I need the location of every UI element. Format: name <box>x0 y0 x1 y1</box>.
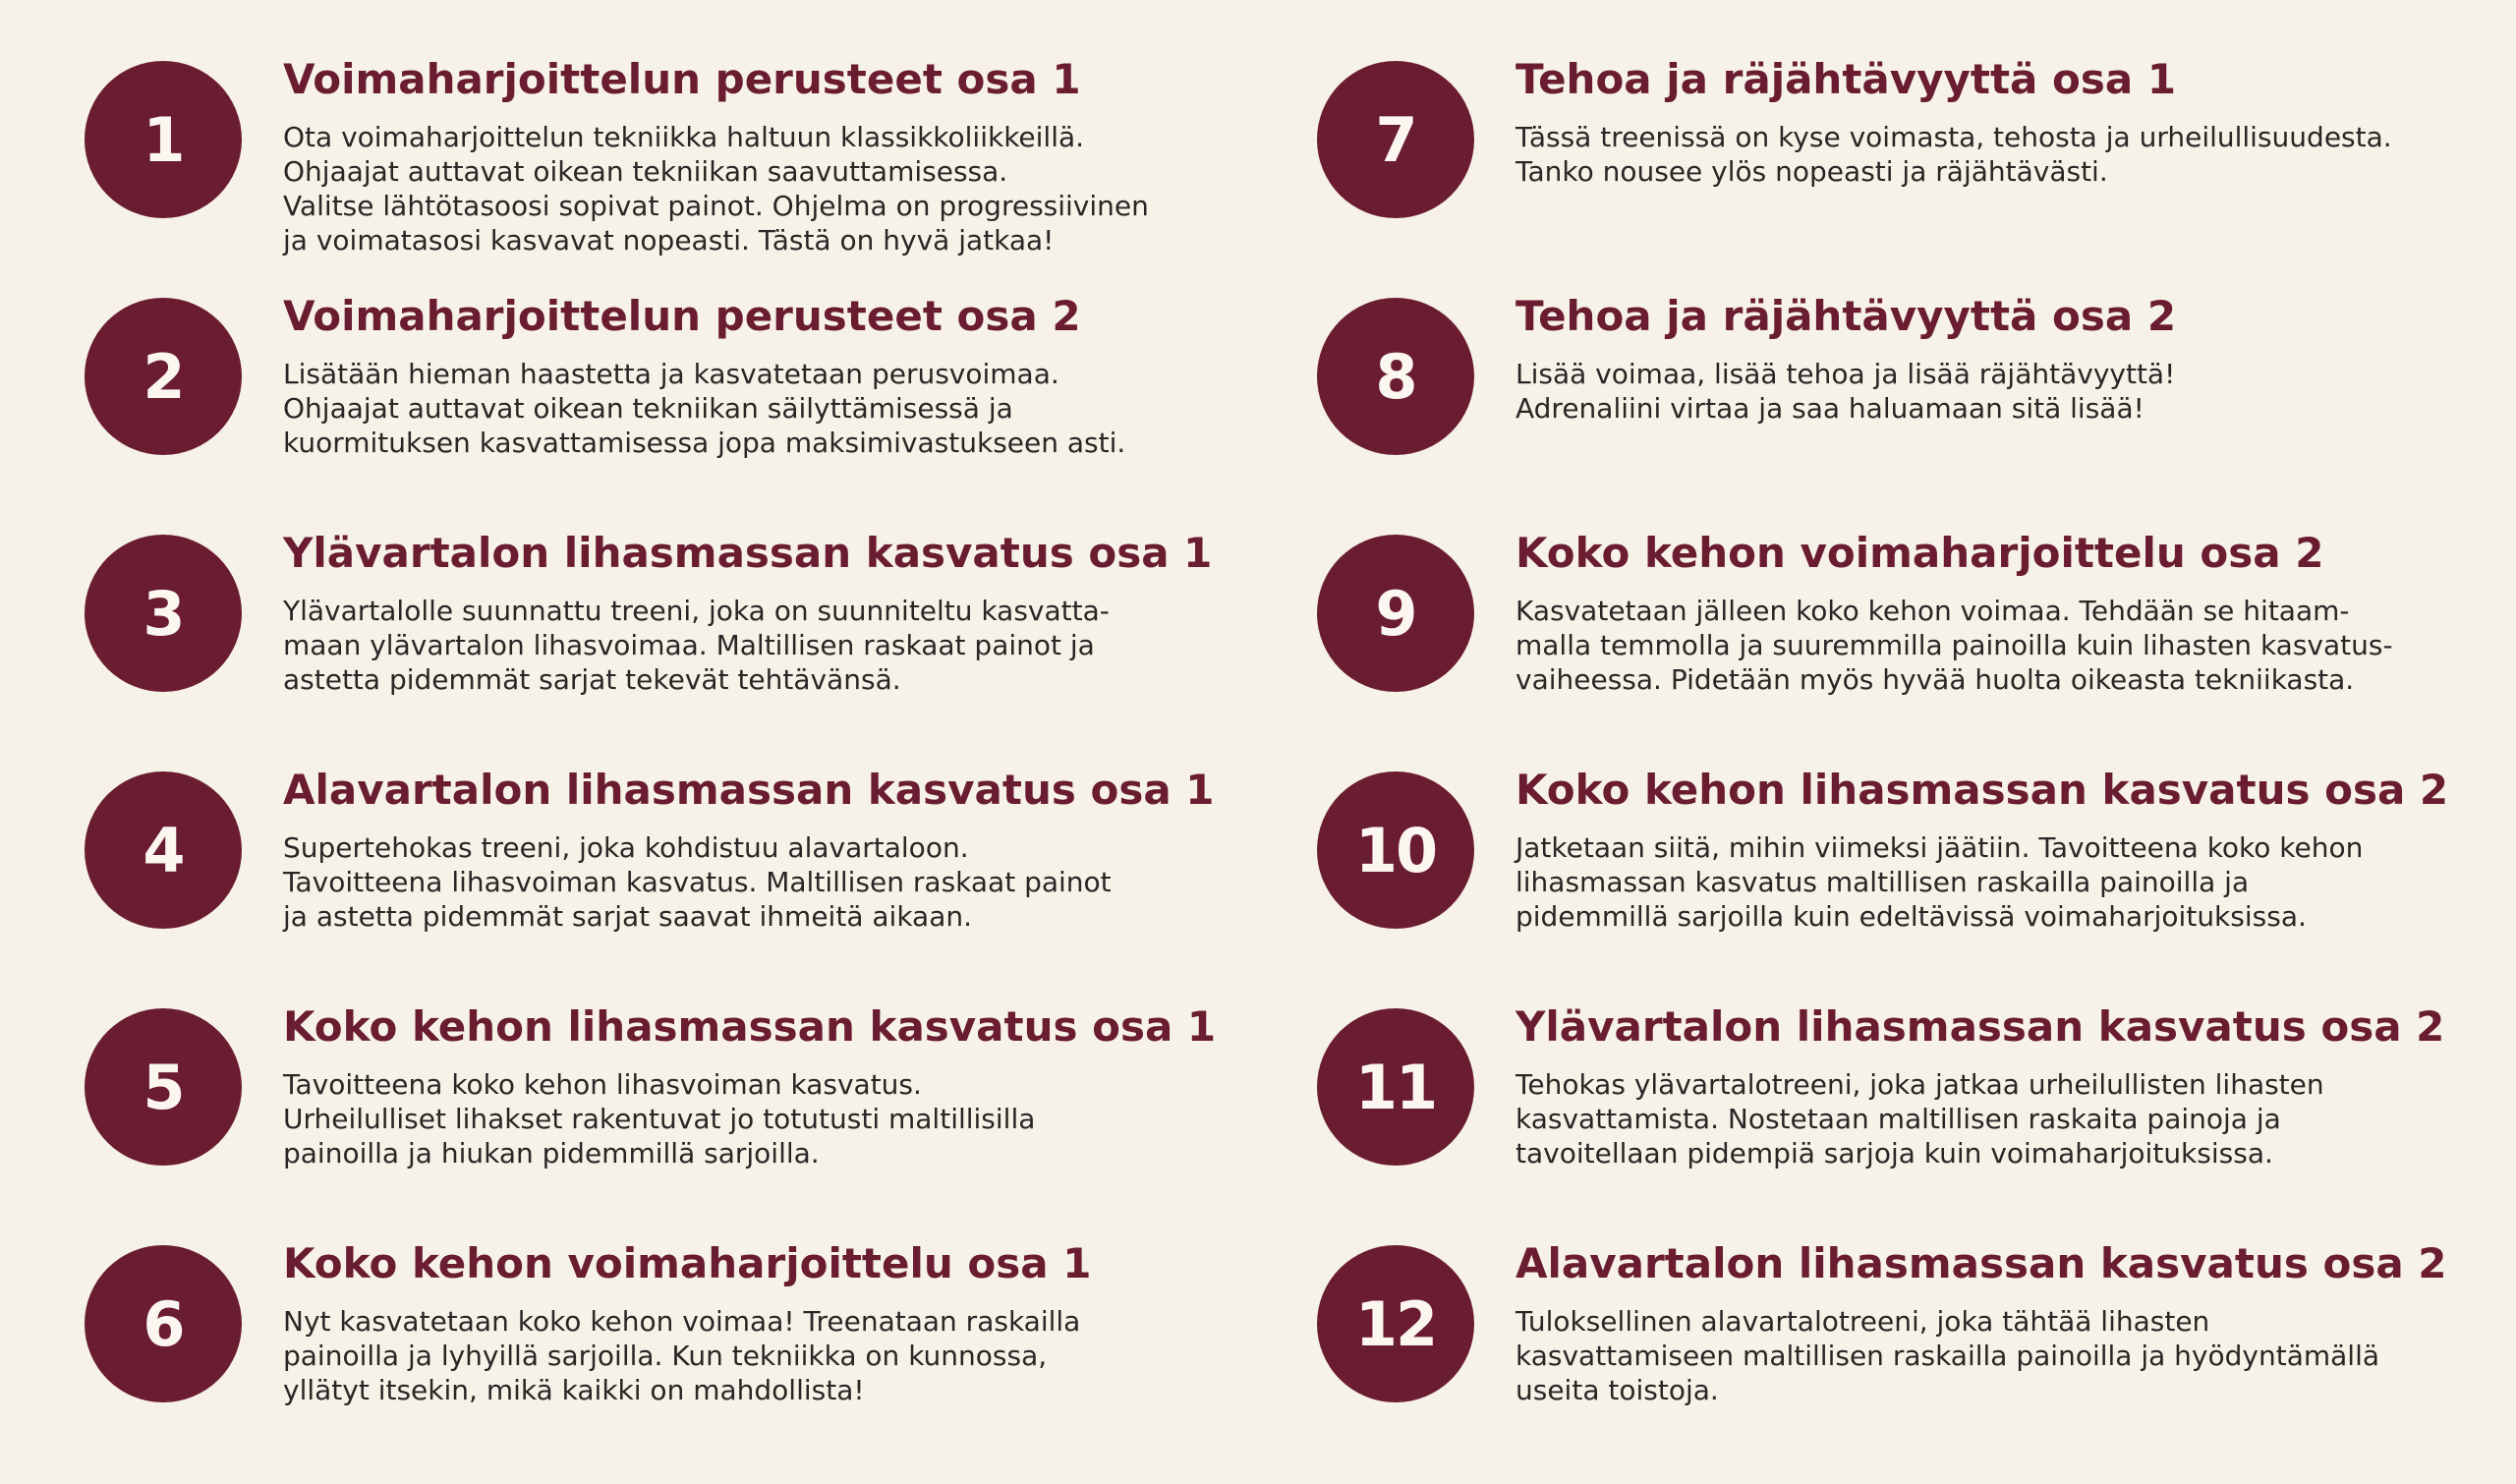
program-content <box>1515 527 2496 697</box>
number-badge: 1 <box>85 61 242 218</box>
program-title: Voimaharjoittelun perusteet osa 2 <box>283 292 1081 340</box>
program-item-1 <box>85 55 1225 298</box>
program-item-6 <box>85 1239 1225 1482</box>
program-title: Ylävartalon lihasmassan kasvatus osa 2 <box>1515 1002 2445 1051</box>
program-content <box>1515 290 2496 426</box>
number-badge: 6 <box>85 1245 242 1402</box>
number-badge: 2 <box>85 298 242 455</box>
program-title: Koko kehon voimaharjoittelu osa 1 <box>283 1239 1092 1287</box>
description-line: ja voimatasosi kasvavat nopeasti. Tästä on hyvä jatkaa! <box>283 224 1055 257</box>
description-line: Lisää voimaa, lisää tehoa ja lisää räjähtävyyttä! <box>1515 358 2176 390</box>
description-line: Tässä treenissä on kyse voimasta, tehosta ja urheilullisuudesta. <box>1515 121 2392 153</box>
description-line: astetta pidemmät sarjat tekevät tehtävänsä. <box>283 663 901 696</box>
program-description <box>283 594 1225 697</box>
program-item-5 <box>85 1002 1225 1245</box>
program-item-12 <box>1317 1239 2496 1482</box>
number-badge: 3 <box>85 535 242 692</box>
program-title: Ylävartalon lihasmassan kasvatus osa 1 <box>283 529 1213 577</box>
description-line: Valitse lähtötasoosi sopivat painot. Ohjelma on progressiivinen <box>283 190 1149 222</box>
left-column <box>85 55 1225 1482</box>
description-line: Tavoitteena koko kehon lihasvoiman kasvatus. <box>283 1068 922 1101</box>
program-description <box>1515 830 2496 934</box>
program-content <box>283 53 1225 257</box>
number-badge: 5 <box>85 1008 242 1166</box>
program-content <box>1515 764 2496 934</box>
description-line: Kasvatetaan jälleen koko kehon voimaa. Tehdään se hitaam- <box>1515 595 2350 627</box>
number-badge: 7 <box>1317 61 1474 218</box>
program-description <box>283 1304 1225 1407</box>
description-line: lihasmassan kasvatus maltillisen raskailla painoilla ja <box>1515 866 2250 898</box>
program-description <box>283 120 1225 257</box>
description-line: Tavoitteena lihasvoiman kasvatus. Maltillisen raskaat painot <box>283 866 1112 898</box>
description-line: painoilla ja hiukan pidemmillä sarjoilla. <box>283 1137 820 1170</box>
program-title: Koko kehon lihasmassan kasvatus osa 1 <box>283 1002 1217 1051</box>
description-line: pidemmillä sarjoilla kuin edeltävissä voimaharjoituksissa. <box>1515 900 2307 933</box>
description-line: kasvattamista. Nostetaan maltillisen raskaita painoja ja <box>1515 1103 2281 1135</box>
description-line: Urheilulliset lihakset rakentuvat jo totutusti maltillisilla <box>283 1103 1036 1135</box>
program-content <box>283 1237 1225 1407</box>
number-badge: 10 <box>1317 771 1474 929</box>
program-item-9 <box>1317 529 2496 771</box>
program-description <box>1515 120 2496 189</box>
program-content <box>1515 1000 2496 1170</box>
program-content <box>1515 53 2496 189</box>
number-badge: 4 <box>85 771 242 929</box>
program-description <box>1515 1067 2496 1170</box>
description-line: yllätyt itsekin, mikä kaikki on mahdollista! <box>283 1374 865 1406</box>
program-title: Tehoa ja räjähtävyyttä osa 2 <box>1515 292 2177 340</box>
program-item-8 <box>1317 292 2496 535</box>
program-content <box>283 1000 1225 1170</box>
description-line: tavoitellaan pidempiä sarjoja kuin voimaharjoituksissa. <box>1515 1137 2273 1170</box>
description-line: Nyt kasvatetaan koko kehon voimaa! Treenataan raskailla <box>283 1305 1081 1338</box>
right-column <box>1317 55 2496 1482</box>
description-line: vaiheessa. Pidetään myös hyvää huolta oikeasta tekniikasta. <box>1515 663 2355 696</box>
number-badge: 12 <box>1317 1245 1474 1402</box>
description-line: Tuloksellinen alavartalotreeni, joka tähtää lihasten <box>1515 1305 2210 1338</box>
program-title: Voimaharjoittelun perusteet osa 1 <box>283 55 1081 103</box>
description-line: malla temmolla ja suuremmilla painoilla kuin lihasten kasvatus- <box>1515 629 2393 661</box>
description-line: painoilla ja lyhyillä sarjoilla. Kun tekniikka on kunnossa, <box>283 1340 1048 1372</box>
program-title: Alavartalon lihasmassan kasvatus osa 1 <box>283 766 1215 814</box>
program-item-4 <box>85 766 1225 1008</box>
program-content <box>283 527 1225 697</box>
program-item-10 <box>1317 766 2496 1008</box>
description-line: useita toistoja. <box>1515 1374 1719 1406</box>
program-description <box>283 830 1225 934</box>
program-title: Tehoa ja räjähtävyyttä osa 1 <box>1515 55 2177 103</box>
program-description <box>1515 594 2496 697</box>
program-description <box>1515 357 2496 426</box>
program-title: Koko kehon voimaharjoittelu osa 2 <box>1515 529 2324 577</box>
program-description <box>283 357 1225 460</box>
program-item-3 <box>85 529 1225 771</box>
program-item-2 <box>85 292 1225 535</box>
program-description <box>1515 1304 2496 1407</box>
description-line: Adrenaliini virtaa ja saa haluamaan sitä lisää! <box>1515 392 2144 425</box>
description-line: Ohjaajat auttavat oikean tekniikan saavuttamisessa. <box>283 155 1008 188</box>
program-description <box>283 1067 1225 1170</box>
number-badge: 9 <box>1317 535 1474 692</box>
description-line: maan ylävartalon lihasvoimaa. Maltillisen raskaat painot ja <box>283 629 1095 661</box>
program-content <box>283 290 1225 460</box>
description-line: Ylävartalolle suunnattu treeni, joka on suunniteltu kasvatta- <box>283 595 1110 627</box>
program-item-7 <box>1317 55 2496 298</box>
number-badge: 11 <box>1317 1008 1474 1166</box>
description-line: Tanko nousee ylös nopeasti ja räjähtävästi. <box>1515 155 2108 188</box>
program-title: Alavartalon lihasmassan kasvatus osa 2 <box>1515 1239 2447 1287</box>
program-title: Koko kehon lihasmassan kasvatus osa 2 <box>1515 766 2449 814</box>
program-content <box>283 764 1225 934</box>
program-item-11 <box>1317 1002 2496 1245</box>
description-line: kuormituksen kasvattamisessa jopa maksimivastukseen asti. <box>283 427 1126 459</box>
description-line: Lisätään hieman haastetta ja kasvatetaan perusvoimaa. <box>283 358 1059 390</box>
description-line: Tehokas ylävartalotreeni, joka jatkaa urheilullisten lihasten <box>1515 1068 2324 1101</box>
description-line: Jatketaan siitä, mihin viimeksi jäätiin. Tavoitteena koko kehon <box>1515 831 2364 864</box>
description-line: Ohjaajat auttavat oikean tekniikan säilyttämisessä ja <box>283 392 1013 425</box>
program-content <box>1515 1237 2496 1407</box>
description-line: Ota voimaharjoittelun tekniikka haltuun klassikkoliikkeillä. <box>283 121 1085 153</box>
number-badge: 8 <box>1317 298 1474 455</box>
description-line: Supertehokas treeni, joka kohdistuu alavartaloon. <box>283 831 969 864</box>
description-line: kasvattamiseen maltillisen raskailla painoilla ja hyödyntämällä <box>1515 1340 2380 1372</box>
description-line: ja astetta pidemmät sarjat saavat ihmeitä aikaan. <box>283 900 972 933</box>
